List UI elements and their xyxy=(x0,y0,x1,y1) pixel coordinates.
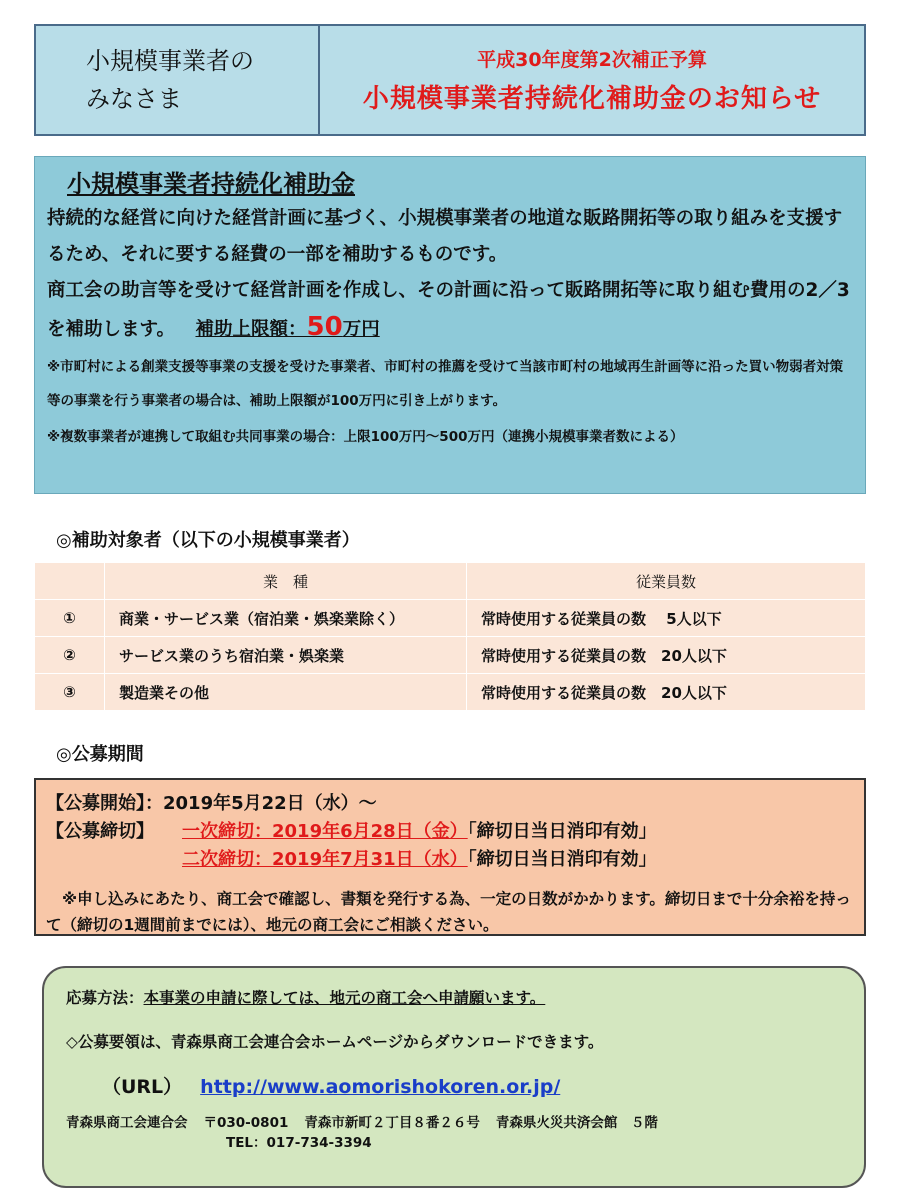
eligibility-table xyxy=(34,562,866,711)
first-deadline-note: 「締切日当日消印有効」 xyxy=(467,821,657,842)
subsidy-limit xyxy=(195,312,380,342)
overview-paragraph-2 xyxy=(47,273,851,348)
note-joint-project: ※複数事業者が連携して取組む共同事業の場合：上限100万円～500万円（連携小規模事業者数による） xyxy=(47,429,684,445)
application-info-box xyxy=(42,966,866,1188)
apply-method-label: 応募方法： xyxy=(66,989,144,1007)
row-number: ② xyxy=(35,637,105,674)
overview-title: 小規模事業者持続化補助金 xyxy=(67,170,355,198)
apply-method-text: 本事業の申請に際しては、地元の商工会へ申請願います。 xyxy=(143,989,546,1007)
table-header-num xyxy=(35,563,105,600)
greeting-line-1: 小規模事業者の xyxy=(86,47,254,75)
table-header-employees: 従業員数 xyxy=(467,563,866,600)
first-deadline-date: 一次締切：2019年6月28日（金） xyxy=(182,821,468,842)
table-row xyxy=(35,674,866,711)
row-employees: 常時使用する従業員の数 20人以下 xyxy=(467,674,866,711)
row-industry: 商業・サービス業（宿泊業・娯楽業除く） xyxy=(105,600,467,637)
second-deadline-date: 二次締切：2019年7月31日（水） xyxy=(182,849,468,870)
period-note: ※申し込みにあたり、商工会で確認し、書類を発行する為、一定の日数がかかります。締切日まで十分余裕を持って（締切の1週間前までには）、地元の商工会にご相談ください。 xyxy=(46,890,851,934)
header-banner xyxy=(34,24,866,136)
apply-method xyxy=(66,986,844,1010)
contact-building: 青森県火災共済会館 ５階 xyxy=(495,1115,658,1131)
contact-org: 青森県商工会連合会 xyxy=(66,1115,188,1131)
row-employees: 常時使用する従業員の数 20人以下 xyxy=(467,637,866,674)
greeting-line-2: みなさま xyxy=(86,85,182,113)
contact-info xyxy=(66,1113,844,1153)
greeting xyxy=(36,26,320,134)
period-heading: ◎公募期間 xyxy=(56,744,144,765)
table-header-industry: 業 種 xyxy=(105,563,467,600)
subsidy-limit-unit: 万円 xyxy=(342,319,380,340)
period-start-value: ：2019年5月22日（水）～ xyxy=(145,793,377,814)
apply-guide: ◇公募要領は、青森県商工会連合会ホームページからダウンロードできます。 xyxy=(66,1033,604,1051)
table-row xyxy=(35,600,866,637)
contact-tel: TEL：017-734-3394 xyxy=(226,1135,372,1151)
page-title: 小規模事業者持続化補助金のお知らせ xyxy=(362,84,822,114)
subsidy-limit-amount: 50 xyxy=(306,312,343,342)
period-start xyxy=(46,790,854,818)
subsidy-overview xyxy=(34,156,866,494)
period-end-label: 【公募締切】 xyxy=(46,821,154,842)
application-period-box xyxy=(34,778,866,936)
row-industry: 製造業その他 xyxy=(105,674,467,711)
budget-subtitle: 平成30年度第2次補正予算 xyxy=(477,49,707,71)
period-second-deadline xyxy=(46,846,854,874)
homepage-link[interactable]: http://www.aomorishokoren.or.jp/ xyxy=(200,1076,561,1098)
overview-paragraph-2-text: 商工会の助言等を受けて経営計画を作成し、その計画に沿って販路開拓等に取り組む費用の2／3を補助します。 xyxy=(47,280,850,340)
table-row xyxy=(35,637,866,674)
row-number: ① xyxy=(35,600,105,637)
url-line xyxy=(66,1072,844,1099)
row-industry: サービス業のうち宿泊業・娯楽業 xyxy=(105,637,467,674)
subsidy-limit-label: 補助上限額： xyxy=(195,319,307,340)
second-deadline-note: 「締切日当日消印有効」 xyxy=(467,849,657,870)
period-first-deadline xyxy=(46,818,854,846)
contact-postal: 〒030-0801 xyxy=(203,1115,289,1131)
overview-paragraph-1: 持続的な経営に向けた経営計画に基づく、小規模事業者の地道な販路開拓等の取り組みを支援するため、それに要する経費の一部を補助するものです。 xyxy=(47,208,843,265)
contact-address-line xyxy=(66,1113,844,1133)
eligibility-heading: ◎補助対象者（以下の小規模事業者） xyxy=(56,530,360,551)
notice-title-block xyxy=(320,26,864,134)
table-header-row xyxy=(35,563,866,600)
contact-address: 青森市新町２丁目８番２６号 xyxy=(304,1115,480,1131)
row-employees: 常時使用する従業員の数 5人以下 xyxy=(467,600,866,637)
url-label: （URL） xyxy=(102,1076,183,1098)
row-number: ③ xyxy=(35,674,105,711)
period-start-label: 【公募開始】 xyxy=(46,793,145,814)
note-increased-limit: ※市町村による創業支援等事業の支援を受けた事業者、市町村の推薦を受けて当該市町村の地域再生計画等に沿った買い物弱者対策等の事業を行う事業者の場合は、補助上限額が100万円に引き上がります。 xyxy=(47,359,844,409)
